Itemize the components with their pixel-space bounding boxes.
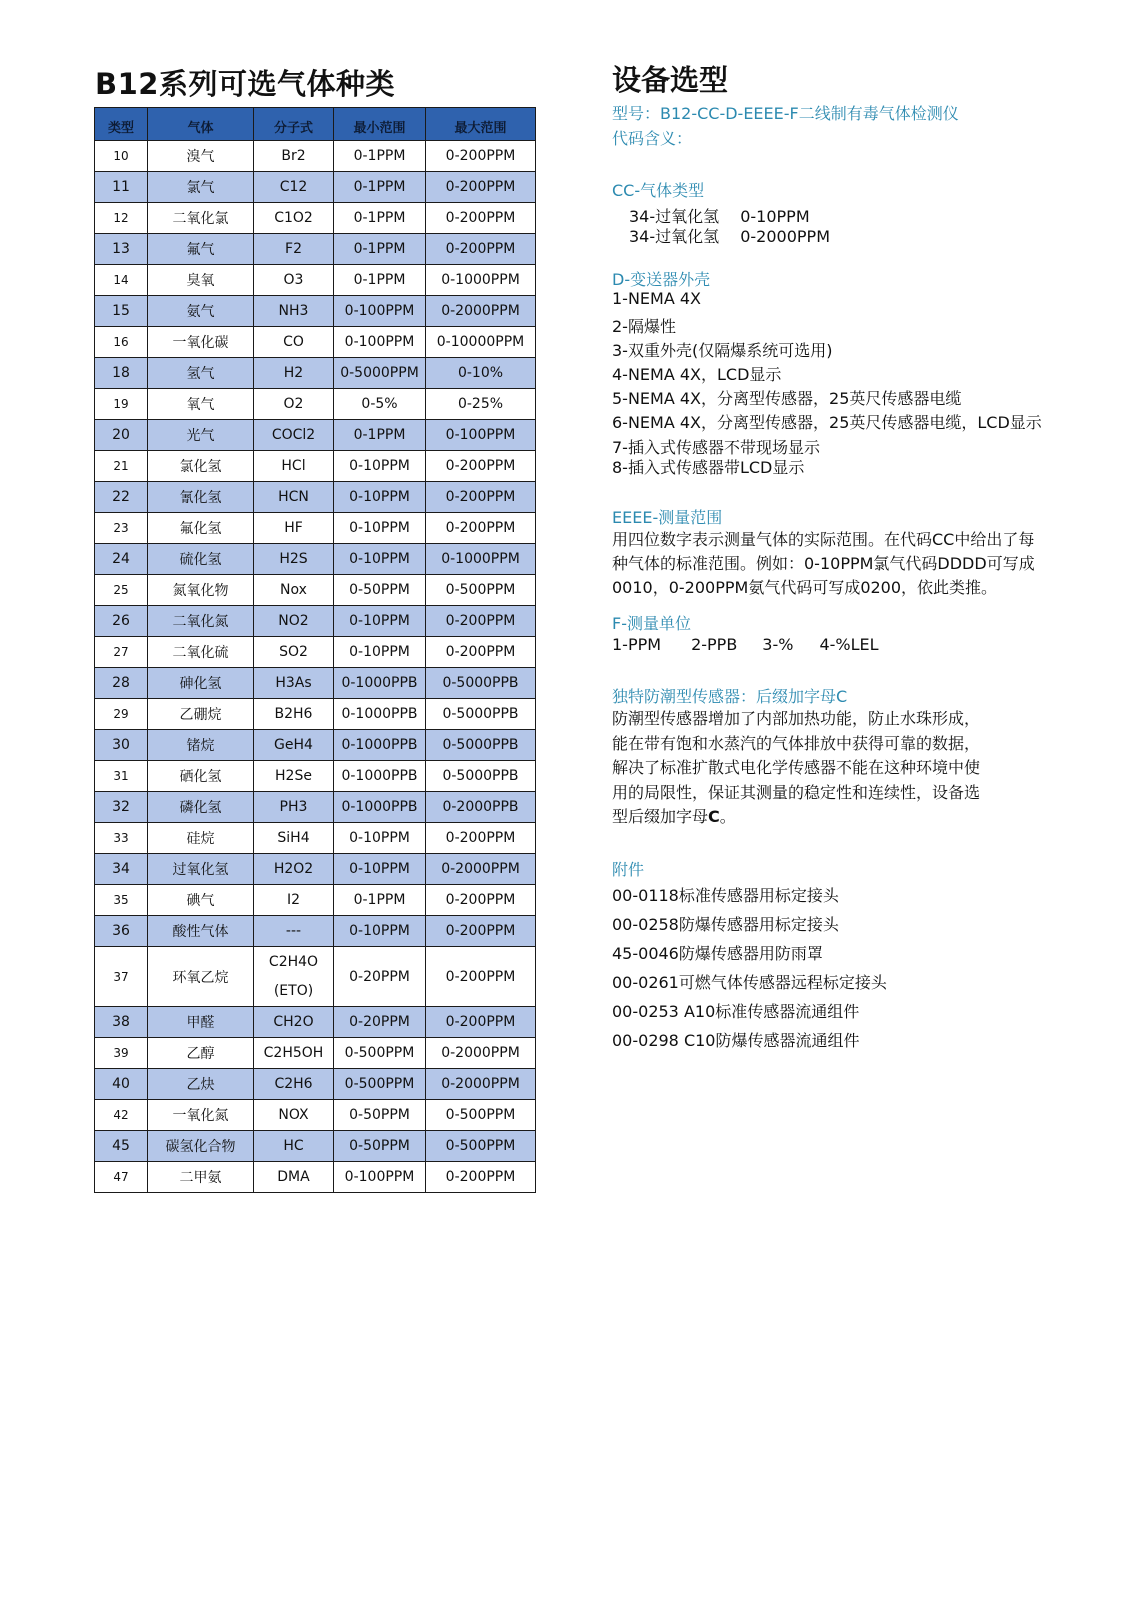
cell-max-range: 0-5000PPB — [426, 668, 536, 699]
table-row — [95, 1162, 536, 1193]
cell-gas: 二氧化氯 — [148, 203, 254, 234]
left-title: B12系列可选气体种类 — [95, 67, 395, 101]
cell-max-range: 0-2000PPM — [426, 1038, 536, 1069]
cell-max-range: 0-200PPM — [426, 1007, 536, 1038]
cell-max-range: 0-1000PPM — [426, 265, 536, 296]
table-body — [95, 141, 536, 1193]
cell-gas: 乙硼烷 — [148, 699, 254, 730]
d-item: 5-NEMA 4X，分离型传感器，25英尺传感器电缆 — [612, 389, 962, 408]
table-row — [95, 575, 536, 606]
table-row — [95, 668, 536, 699]
cell-type: 30 — [95, 730, 148, 761]
table-row — [95, 792, 536, 823]
cell-type: 38 — [95, 1007, 148, 1038]
cell-type: 12 — [95, 203, 148, 234]
f-item: 3-% — [762, 635, 794, 654]
cell-gas: 碘气 — [148, 885, 254, 916]
cell-gas: 一氧化氮 — [148, 1100, 254, 1131]
cc-item: 34-过氧化氢 0-10PPM — [629, 207, 810, 226]
cell-formula: H2Se — [254, 761, 334, 792]
cell-type: 10 — [95, 141, 148, 172]
cell-min-range: 0-10PPM — [334, 637, 426, 668]
cell-formula: Nox — [254, 575, 334, 606]
cell-formula: C2H4O (ETO) — [254, 947, 334, 1007]
accessories-list — [612, 881, 887, 1055]
table-row — [95, 1007, 536, 1038]
cell-min-range: 0-1PPM — [334, 172, 426, 203]
cell-type: 45 — [95, 1131, 148, 1162]
cell-formula: HCN — [254, 482, 334, 513]
cell-formula: B2H6 — [254, 699, 334, 730]
cell-min-range: 0-10PPM — [334, 451, 426, 482]
d-heading: D-变送器外壳 — [612, 270, 711, 289]
cell-type: 47 — [95, 1162, 148, 1193]
cell-min-range: 0-1000PPB — [334, 792, 426, 823]
e-paragraph — [612, 528, 1035, 600]
cell-min-range: 0-50PPM — [334, 575, 426, 606]
cell-gas: 氯气 — [148, 172, 254, 203]
cell-min-range: 0-1PPM — [334, 234, 426, 265]
cell-max-range: 0-2000PPM — [426, 1069, 536, 1100]
cell-max-range: 0-200PPM — [426, 482, 536, 513]
cell-type: 32 — [95, 792, 148, 823]
moisture-line: 用的局限性，保证其测量的稳定性和连续性，设备选 — [612, 782, 981, 802]
header-max-range: 最大范围 — [426, 108, 536, 141]
cell-formula: SiH4 — [254, 823, 334, 854]
cell-max-range: 0-200PPM — [426, 823, 536, 854]
header-formula: 分子式 — [254, 108, 334, 141]
cell-max-range: 0-2000PPM — [426, 854, 536, 885]
cell-gas: 二氧化硫 — [148, 637, 254, 668]
gas-table — [94, 107, 536, 1193]
table-row — [95, 265, 536, 296]
moisture-line: 防潮型传感器增加了内部加热功能，防止水珠形成， — [612, 709, 981, 728]
cell-gas: 砷化氢 — [148, 668, 254, 699]
cell-max-range: 0-10% — [426, 358, 536, 389]
cell-type: 15 — [95, 296, 148, 327]
accessory-item: 00-0258防爆传感器用标定接头 — [612, 915, 839, 934]
cell-type: 18 — [95, 358, 148, 389]
cell-max-range: 0-5000PPB — [426, 730, 536, 761]
cell-min-range: 0-1PPM — [334, 203, 426, 234]
cell-formula: NOX — [254, 1100, 334, 1131]
table-row — [95, 234, 536, 265]
cell-max-range: 0-500PPM — [426, 575, 536, 606]
d-item: 3-双重外壳(仅隔爆系统可选用) — [612, 341, 833, 360]
cell-type: 33 — [95, 823, 148, 854]
suffix-letter: C — [708, 807, 720, 826]
cell-gas: 一氧化碳 — [148, 327, 254, 358]
moisture-heading: 独特防潮型传感器：后缀加字母C — [612, 687, 848, 706]
cell-min-range: 0-1PPM — [334, 141, 426, 172]
table-row — [95, 699, 536, 730]
accessory-item: 00-0118标准传感器用标定接头 — [612, 886, 839, 905]
right-title: 设备选型 — [612, 63, 729, 97]
cell-gas: 甲醛 — [148, 1007, 254, 1038]
table-row — [95, 761, 536, 792]
table-row — [95, 1131, 536, 1162]
cell-max-range: 0-1000PPM — [426, 544, 536, 575]
cell-type: 25 — [95, 575, 148, 606]
cell-max-range: 0-200PPM — [426, 234, 536, 265]
cell-formula: C2H5OH — [254, 1038, 334, 1069]
table-row — [95, 606, 536, 637]
table-row — [95, 730, 536, 761]
cell-formula: I2 — [254, 885, 334, 916]
accessories-heading: 附件 — [612, 860, 645, 879]
accessory-item: 00-0261可燃气体传感器远程标定接头 — [612, 973, 887, 992]
cell-max-range: 0-25% — [426, 389, 536, 420]
cell-formula: C2H6 — [254, 1069, 334, 1100]
cell-max-range: 0-100PPM — [426, 420, 536, 451]
cell-type: 29 — [95, 699, 148, 730]
table-row — [95, 203, 536, 234]
cell-formula: O2 — [254, 389, 334, 420]
cell-gas: 乙醇 — [148, 1038, 254, 1069]
cell-formula: CO — [254, 327, 334, 358]
cell-gas: 氟化氢 — [148, 513, 254, 544]
cell-formula: H2S — [254, 544, 334, 575]
moisture-line: 解决了标准扩散式电化学传感器不能在这种环境中使 — [612, 758, 981, 777]
f-list — [612, 635, 879, 654]
e-heading: EEEE-测量范围 — [612, 508, 723, 527]
cell-formula: C12 — [254, 172, 334, 203]
cell-min-range: 0-1000PPB — [334, 761, 426, 792]
cell-type: 19 — [95, 389, 148, 420]
table-row — [95, 947, 536, 1007]
table-row — [95, 1069, 536, 1100]
table-row — [95, 451, 536, 482]
cell-min-range: 0-1000PPB — [334, 730, 426, 761]
cell-type: 28 — [95, 668, 148, 699]
f-item: 2-PPB — [691, 635, 738, 654]
cell-max-range: 0-200PPM — [426, 141, 536, 172]
cell-formula: HF — [254, 513, 334, 544]
e-line: 0010，0-200PPM氨气代码可写成0200，依此类推。 — [612, 578, 998, 597]
cell-type: 40 — [95, 1069, 148, 1100]
header-min-range: 最小范围 — [334, 108, 426, 141]
accessory-item: 45-0046防爆传感器用防雨罩 — [612, 944, 823, 963]
cell-gas: 硒化氢 — [148, 761, 254, 792]
cell-type: 27 — [95, 637, 148, 668]
cell-max-range: 0-200PPM — [426, 947, 536, 1007]
table-row — [95, 916, 536, 947]
cell-gas: 锗烷 — [148, 730, 254, 761]
cell-formula: H2 — [254, 358, 334, 389]
cell-type: 23 — [95, 513, 148, 544]
table-row — [95, 637, 536, 668]
moisture-line: 能在带有饱和水蒸汽的气体排放中获得可靠的数据， — [612, 733, 981, 753]
cell-gas: 氮氧化物 — [148, 575, 254, 606]
cell-formula: NO2 — [254, 606, 334, 637]
cell-gas: 溴气 — [148, 141, 254, 172]
cell-formula: --- — [254, 916, 334, 947]
cell-formula: HC — [254, 1131, 334, 1162]
cell-type: 16 — [95, 327, 148, 358]
cell-gas: 硫化氢 — [148, 544, 254, 575]
f-item: 4-%LEL — [819, 635, 879, 654]
cell-formula: CH2O — [254, 1007, 334, 1038]
table-header-row — [95, 108, 536, 141]
cell-gas: 乙炔 — [148, 1069, 254, 1100]
cell-min-range: 0-10PPM — [334, 482, 426, 513]
cell-min-range: 0-5% — [334, 389, 426, 420]
cell-max-range: 0-200PPM — [426, 451, 536, 482]
table-row — [95, 327, 536, 358]
cell-min-range: 0-1PPM — [334, 265, 426, 296]
cell-formula: H2O2 — [254, 854, 334, 885]
cell-formula: F2 — [254, 234, 334, 265]
cell-min-range: 0-500PPM — [334, 1038, 426, 1069]
cell-min-range: 0-1PPM — [334, 420, 426, 451]
cell-min-range: 0-50PPM — [334, 1100, 426, 1131]
cell-gas: 氟气 — [148, 234, 254, 265]
cell-type: 34 — [95, 854, 148, 885]
cell-max-range: 0-200PPM — [426, 606, 536, 637]
cell-max-range: 0-2000PPM — [426, 296, 536, 327]
cell-gas: 氧气 — [148, 389, 254, 420]
d-item: 1-NEMA 4X — [612, 289, 702, 308]
f-heading: F-测量单位 — [612, 614, 691, 633]
cell-max-range: 0-200PPM — [426, 203, 536, 234]
cell-gas: 过氧化氢 — [148, 854, 254, 885]
cell-formula: SO2 — [254, 637, 334, 668]
cell-max-range: 0-200PPM — [426, 1162, 536, 1193]
table-row — [95, 1100, 536, 1131]
code-meaning-label: 代码含义： — [612, 129, 693, 148]
cell-type: 26 — [95, 606, 148, 637]
table-row — [95, 296, 536, 327]
table-row — [95, 544, 536, 575]
f-item: 1-PPM — [612, 635, 662, 654]
d-item: 2-隔爆性 — [612, 317, 676, 336]
cell-formula: Br2 — [254, 141, 334, 172]
cell-min-range: 0-20PPM — [334, 1007, 426, 1038]
cell-min-range: 0-10PPM — [334, 854, 426, 885]
d-list — [612, 289, 1042, 475]
cell-type: 11 — [95, 172, 148, 203]
cc-heading: CC-气体类型 — [612, 181, 705, 200]
cell-formula: H3As — [254, 668, 334, 699]
cell-min-range: 0-1PPM — [334, 885, 426, 916]
table-row — [95, 885, 536, 916]
cell-type: 13 — [95, 234, 148, 265]
cell-max-range: 0-200PPM — [426, 172, 536, 203]
cell-min-range: 0-500PPM — [334, 1069, 426, 1100]
cell-type: 14 — [95, 265, 148, 296]
cell-gas: 氯化氢 — [148, 451, 254, 482]
cell-min-range: 0-5000PPM — [334, 358, 426, 389]
cell-min-range: 0-10PPM — [334, 544, 426, 575]
table-row — [95, 513, 536, 544]
cell-min-range: 0-100PPM — [334, 296, 426, 327]
cell-gas: 环氧乙烷 — [148, 947, 254, 1007]
cell-max-range: 0-200PPM — [426, 885, 536, 916]
table-row — [95, 141, 536, 172]
cell-min-range: 0-100PPM — [334, 1162, 426, 1193]
cell-gas: 酸性气体 — [148, 916, 254, 947]
cell-max-range: 0-5000PPB — [426, 761, 536, 792]
e-line: 种气体的标准范围。例如：0-10PPM氯气代码DDDD可写成 — [612, 554, 1035, 573]
accessory-item: 00-0298 C10防爆传感器流通组件 — [612, 1031, 860, 1050]
cell-formula: GeH4 — [254, 730, 334, 761]
table-row — [95, 389, 536, 420]
header-type: 类型 — [95, 108, 148, 141]
table-row — [95, 358, 536, 389]
cell-type: 35 — [95, 885, 148, 916]
cell-gas: 硅烷 — [148, 823, 254, 854]
model-line: 型号：B12-CC-D-EEEE-F二线制有毒气体检测仪 — [612, 104, 959, 123]
cell-max-range: 0-200PPM — [426, 637, 536, 668]
cell-max-range: 0-200PPM — [426, 916, 536, 947]
cell-type: 42 — [95, 1100, 148, 1131]
accessory-item: 00-0253 A10标准传感器流通组件 — [612, 1002, 860, 1021]
table-row — [95, 854, 536, 885]
table-row — [95, 823, 536, 854]
cell-gas: 光气 — [148, 420, 254, 451]
cell-max-range: 0-10000PPM — [426, 327, 536, 358]
d-item: 4-NEMA 4X，LCD显示 — [612, 365, 782, 384]
cell-type: 39 — [95, 1038, 148, 1069]
cell-formula: C1O2 — [254, 203, 334, 234]
e-line: 用四位数字表示测量气体的实际范围。在代码CC中给出了每 — [612, 530, 1035, 549]
cell-gas: 氨气 — [148, 296, 254, 327]
moisture-line-last: 型后缀加字母C。 — [612, 807, 736, 826]
cell-formula: COCl2 — [254, 420, 334, 451]
table-row — [95, 172, 536, 203]
header-gas: 气体 — [148, 108, 254, 141]
table-row — [95, 482, 536, 513]
cell-gas: 氢气 — [148, 358, 254, 389]
cell-formula: NH3 — [254, 296, 334, 327]
cell-type: 22 — [95, 482, 148, 513]
cell-max-range: 0-5000PPB — [426, 699, 536, 730]
cell-type: 24 — [95, 544, 148, 575]
table-row — [95, 1038, 536, 1069]
cell-min-range: 0-10PPM — [334, 606, 426, 637]
d-item: 8-插入式传感器带LCD显示 — [612, 458, 805, 477]
cell-formula: O3 — [254, 265, 334, 296]
cell-gas: 磷化氢 — [148, 792, 254, 823]
cell-min-range: 0-10PPM — [334, 823, 426, 854]
cell-type: 20 — [95, 420, 148, 451]
cell-gas: 臭氧 — [148, 265, 254, 296]
cell-formula: PH3 — [254, 792, 334, 823]
cell-max-range: 0-200PPM — [426, 513, 536, 544]
cc-list — [612, 207, 830, 247]
cell-type: 21 — [95, 451, 148, 482]
d-item: 6-NEMA 4X，分离型传感器，25英尺传感器电缆，LCD显示 — [612, 413, 1042, 432]
cell-max-range: 0-500PPM — [426, 1131, 536, 1162]
cell-gas: 碳氢化合物 — [148, 1131, 254, 1162]
cell-type: 37 — [95, 947, 148, 1007]
cc-item: 34-过氧化氢 0-2000PPM — [629, 227, 830, 246]
cell-type: 31 — [95, 761, 148, 792]
cell-min-range: 0-20PPM — [334, 947, 426, 1007]
cell-min-range: 0-10PPM — [334, 513, 426, 544]
moisture-paragraph — [612, 707, 980, 830]
cell-formula: HCl — [254, 451, 334, 482]
cell-min-range: 0-50PPM — [334, 1131, 426, 1162]
d-item: 7-插入式传感器不带现场显示 — [612, 438, 820, 457]
cell-max-range: 0-500PPM — [426, 1100, 536, 1131]
table-row — [95, 420, 536, 451]
cell-min-range: 0-10PPM — [334, 916, 426, 947]
cell-gas: 氰化氢 — [148, 482, 254, 513]
cell-formula: DMA — [254, 1162, 334, 1193]
cell-gas: 二甲氨 — [148, 1162, 254, 1193]
cell-min-range: 0-1000PPB — [334, 668, 426, 699]
cell-type: 36 — [95, 916, 148, 947]
cell-max-range: 0-2000PPB — [426, 792, 536, 823]
cell-min-range: 0-100PPM — [334, 327, 426, 358]
cell-gas: 二氧化氮 — [148, 606, 254, 637]
cell-min-range: 0-1000PPB — [334, 699, 426, 730]
